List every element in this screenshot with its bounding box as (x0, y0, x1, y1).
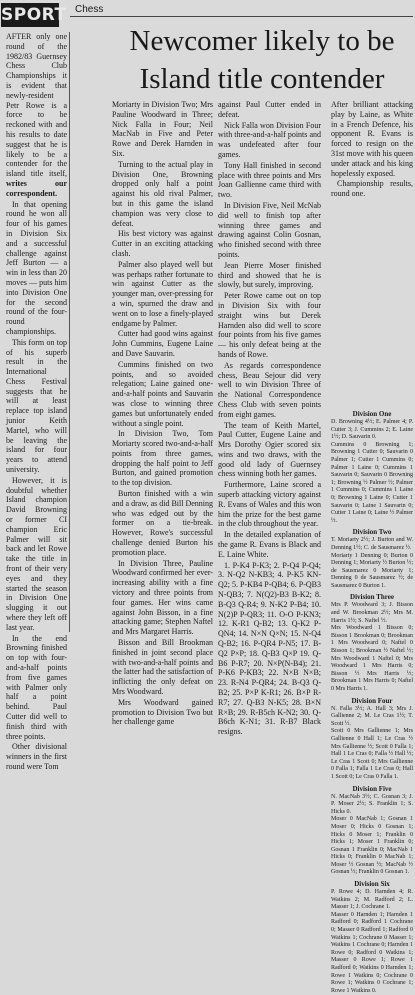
paragraph: In the detailed explanation of the game R. Evans is Black and E. Laine White. (218, 530, 321, 559)
division-title: Division Five (352, 784, 392, 793)
division-result: Moser 0 MacNab 1; Gosnan 1 Moser 0; Hicks 0 Gosnan 1; Hicks 0 Moser 1; Franklin 0 Hicks 1; Moser 1 Franklin 0; Gosnan 1 Franklin 0; MacNab 1 Hicks 0; Franklin 0 MacNab 1; Moser ½ Gosnan ½; MacNab ½ Gosnan ½; Franklin 0 Gosnan 1. (331, 816, 413, 876)
paragraph: His best victory was against Cutter in an exciting attacking clash. (112, 229, 213, 258)
division-result: T. Moriarty 2½; J. Burton and W. Denning 1½; C. de Sausmarez ½. (331, 537, 413, 551)
paragraph: This form on top of his superb result in the International Chess Festival suggests that he will at least replace top island junior Keith Martel, who will be leaving the island for four years to attend university. (6, 337, 67, 475)
paragraph: Mrs Woodward gained promotion to Division Two but her challenge game (112, 697, 213, 727)
paragraph: In Division Two, Tom Moriarty scored two-and-a-half points from three games, dropping the half point to Jeff Burton, and gained promotion to the top division. (112, 429, 213, 488)
paragraph: In Division Three, Pauline Woodward confirmed her ever-increasing ability with a fine victory and three points from four games. Her wins came against John Bisson, in a fine attacking game; Stephen Naftel and Mrs Margaret Harris. (112, 558, 213, 637)
division-result: Cummins 0 Browning 1; Browning 1 Cutter 0; Sauvarin 0 Palmer 1; Cutter 1 Cummins 0; Palmer 1 Laine 0; Cummins 1 Sauvarin 0; Sauvarin 0 Browning 1; Browning ½ Palmer ½; Palmer 1 Cummins 0; Cummins 1 Laine 0; Browning 1 Laine 0; Cutter 1 Sauvarin 0; Laine 1 Sauvarin 0; Cutter 1 Laine 0; Laine ½ Palmer ½. (331, 441, 413, 524)
division-result: Masser 0 Harnden 1; Harnden 1 Radford 0; Radford 1 Cochrane 0; Masser 0 Radford 1; Radford 0 Watkins 1; Cochrane 0 Masser 1; Watkins 1 Cochrane 0; Harnden 1 Rowe 0; Radford 0 Watkins 1; Masser 0 Rowe 1; Rowe 1 Radford 0; Watkins 0 Harnden 1; Rowe 1 Watkins 0; Cochrane 0 Rowe 1; Watkins 0 Cochrane 1; Rowe 1 Watkins 0. (331, 911, 413, 994)
section-tag: SPORT (1, 5, 67, 25)
division-title: Division Four (351, 696, 393, 705)
division-result: Scott 0 Mrs Gallienne 1; Mrs Gallienne 0 Hall 1; Le Cras ½ Mrs Gallienne ½; Scott 0 Falla 1; Hall 1 Le Cras 0; Falla ½ Hall ½; Le Cras 1 Scott 0; Mrs Gallienne 0 Falla 1; Falla 1 Le Cras 0; Hall 1 Scott 0; Le Cras 0 Falla 1. (331, 728, 413, 780)
division-result: D. Browning 4½; E. Palmer 4; P. Cutter 3; J. Cummins 2; E. Laine 1½; D. Sauvarin 0. (331, 419, 413, 441)
paragraph: In the end Browning finished on top with four-and-a-half points from five games with Palmer only half a point behind. Paul Cutter did well to finish third with three points. (6, 633, 67, 741)
division-title: Division Six (354, 880, 390, 889)
paragraph: As regards correspondence chess, Beau Sejour did very well to win Division Three of the National Correspondence Chess Club with seven points from eight games. (218, 360, 321, 419)
paragraph: Peter Rowe came out on top in Division Six with four straight wins but Derek Harnden also did well to score four points from his five games — his only defeat being at the hands of Rowe. (218, 291, 321, 359)
division-result: N. Falla 3½; A. Hall 3; Mrs J. Gallienne 2; M. Le Cras 1½; T. Scott ½. (331, 705, 413, 727)
paragraph: Moriarty in Division Two; Mrs Pauline Woodward in Three; Nick Falla in Four; Neil MacNab in Five and Peter Rowe and Derek Harnden in Six. (112, 100, 213, 158)
division-result: Moriarty 1 Denning 0; Burton 0 Denning 1; Moriarty ½ Burton ½; de Sausmarez 0 Moriarty 1; Denning 0 de Sausmarez ½; de Sausmarez 0 Burton 1. (331, 552, 413, 589)
paragraph: After brilliant attacking play by Laine, as White in a French Defence, his opponent R. Evans is forced to resign on the 31st move with his queen under attack and his king hopelessly exposed. (331, 100, 413, 178)
division-title: Division Two (352, 528, 392, 537)
paragraph: Cummins finished on two points, and so avoided relegation; Laine gained one-and-a-half points and Sauvarin was close to winning three games but unfortunately ended without a single point. (112, 359, 213, 428)
article-column-3 (218, 100, 321, 737)
paragraph: Tony Hall finished in second place with three points and Mrs Joan Gallienne came third with two. (218, 160, 321, 200)
paragraph: Jean Pierre Moser finished third and showed that he is slowly, but surely, improving. (218, 260, 321, 290)
byline: writes our correspondent. (6, 178, 67, 198)
division-title: Division Three (350, 593, 394, 602)
division-result: Mrs P. Woodward 3; J. Bisson and W. Brookman 2½; Mrs M. Harris 1½; S. Naftel ½. (331, 602, 413, 624)
paragraph: AFTER only one round of the 1982/83 Guernsey Chess Club Championships it is evident that newly-resident Petr Rowe is a force to be reckoned with and his results to date suggest that he is likely to be a contender for the island title itself, writes our correspondent. (6, 32, 67, 198)
paragraph: against Paul Cutter ended in defeat. (218, 100, 321, 119)
paragraph: Cutter had good wins against John Cummins, Eugene Laine and Dave Sauvarin. (112, 329, 213, 358)
division-result: N. MacNab 3½; C. Gosnan 3; J. P. Moser 2½; S. Franklin 1; S. Hicks 0. (331, 793, 413, 815)
paragraph: Championship results, round one. (331, 179, 413, 199)
header-rule (70, 16, 413, 17)
paragraph: The team of Keith Martel, Paul Cutter, Eugene Laine and Mrs Dorothy Ogier scored six wins and two draws, with the good old lady of Guernsey chess winning both her games. (218, 420, 321, 479)
division-result: P. Rowe 4; D. Harnden 4; R. Watkins 2; M. Radford 2; L. Masser 1; J. Cochrane 1. (331, 889, 413, 911)
championship-results (331, 407, 413, 994)
headline: Newcomer likely to be Island title contender (129, 25, 395, 95)
paragraph: 1. P-K4 P-K3; 2. P-Q4 P-Q4; 3. N-Q2 N-KB3; 4. P-K5 KN-Q2; 5. P-KB4 P-QB4; 6. P-QB3 N-QB3; 7. N(Q2)-B3 B-K2; 8. B-Q3 Q-R4; 9. N-K2 P-B4; 10. N(2)P P-QR3; 11. O-O P-KN3; 12. K-R1 Q-B2; 13. Q-K2 P-QN4; 14. N×N Q×N; 15. N-Q4 Q-B2; 16. P-QR4 P-N5; 17. B-Q2 P×P; 18. Q-B3 Q×P 19. Q-B6 P-R7; 20. N×P(N-B4); 21. P-K6 P-KB3; 22. N×B N×B; 23. R-N4 P-QR4; 24. B-Q3 Q-B2; 25. P×P K-R1; 26. B×P R-R7; 27. Q-B3 N-K5; 28. B×N R×B; 29. R-B5ch K-N2; 30. Q-B6ch K-N1; 31. R-B7 Black resigns. (218, 560, 321, 737)
division-title: Division One (352, 410, 392, 418)
paragraph: Palmer also played well but was perhaps rather fortunate to win against Cutter as the younger man, over-pressing for a win, spurned the draw and went on to lose a finely-played endgame by Palmer. (112, 259, 213, 328)
paragraph: However, it is doubtful whether Island champion David Browning or former CI champion Eric Palmer will sit back and let Rowe take the title in front of their very eyes and they started the season in Division One slugging it out where they left off last year. (6, 475, 67, 632)
article-column-4 (331, 100, 413, 406)
article-column-1 (6, 32, 67, 771)
paragraph: In that opening round he won all four of his games in Division Six and a successful challenge against Jeff Burton — a win in less than 20 moves — puts him into Division One for the second round of the four-round championships. (6, 199, 67, 336)
division-result: Mrs Woodward 1 Bisson 0; Bisson 1 Brookman 0; Brookman 1 Mrs Woodward 0; Naftel 0 Bisson 1; Brookman ½ Naftel ½; Mrs Woodward 1 Naftel 0; Mrs Woodward 1 Mrs Harris 0; Bisson ½ Mrs Harris ½; Brookman 1 Mrs Harris 0; Naftel 0 Mrs Harris 1. (331, 625, 413, 692)
section-label: Chess (75, 4, 104, 15)
article-column-2 (112, 100, 214, 727)
paragraph: In Division Five, Neil McNab did well to finish top after winning three games and drawing against Colin Gosnan, who finished second with three points. (218, 200, 321, 259)
paragraph: Furthermore, Laine scored a superb attacking victory against R. Evans of Wales and this won him the prize for the best game in the club throughout the year. (218, 480, 321, 529)
paragraph: Nick Falla won Division Four with three-and-a-half points and was undefeated after four games. (218, 120, 321, 159)
column-divider (69, 32, 70, 632)
paragraph: Other divisional winners in the first round were Tom (6, 742, 67, 771)
paragraph: Bisson and Bill Brookman finished in joint second place with two-and-a-half points and the latter had the satisfaction of inflicting the only defeat on Mrs Woodward. (112, 638, 213, 697)
paragraph: Burton finished with a win and a draw, as did Bill Denning who was edged out by the former on a tie-break. However, Rowe's successful challenge denied Burton his promotion place. (112, 489, 214, 557)
paragraph: Turning to the actual play in Division One, Browning dropped only half a point against his old rival Palmer, but in this game the island champion was very close to defeat. (112, 159, 213, 228)
